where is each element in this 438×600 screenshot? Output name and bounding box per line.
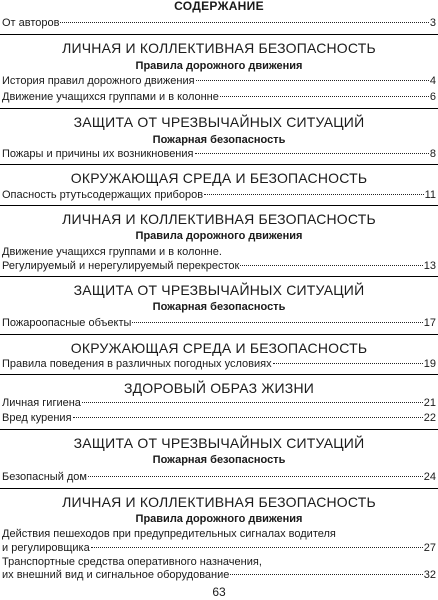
entry-page: 22	[423, 412, 436, 424]
dot-leader	[196, 80, 429, 81]
section-divider	[0, 488, 438, 489]
entry-title: Движение учащихся группами и в колонне	[2, 91, 219, 103]
section-heading: ЛИЧНАЯ И КОЛЛЕКТИВНАЯ БЕЗОПАСНОСТЬ	[62, 494, 376, 510]
section-heading: ЗАЩИТА ОТ ЧРЕЗВЫЧАЙНЫХ СИТУАЦИЙ	[73, 435, 365, 451]
entry-title: Вред курения	[2, 412, 72, 424]
entry-title-line: Движение учащихся группами и в колонне.	[2, 246, 222, 258]
section-heading: ОКРУЖАЮЩАЯ СРЕДА И БЕЗОПАСНОСТЬ	[70, 340, 368, 356]
subsection-heading: Пожарная безопасность	[152, 454, 286, 466]
section-heading: ЗАЩИТА ОТ ЧРЕЗВЫЧАЙНЫХ СИТУАЦИЙ	[73, 114, 365, 130]
toc-entry[interactable]	[2, 189, 436, 202]
page-number: 63	[212, 585, 226, 599]
section-divider	[0, 334, 438, 335]
entry-page: 6	[429, 91, 436, 103]
section-heading: ЛИЧНАЯ И КОЛЛЕКТИВНАЯ БЕЗОПАСНОСТЬ	[62, 211, 376, 227]
subsection-heading: Правила дорожного движения	[135, 60, 303, 72]
entry-page: 24	[423, 471, 436, 483]
entry-page: 3	[429, 17, 436, 29]
entry-page: 11	[424, 189, 436, 201]
section-divider	[0, 34, 438, 35]
entry-title: Опасность ртутьсодержащих приборов	[2, 189, 204, 201]
subsection-heading: Правила дорожного движения	[135, 513, 303, 525]
toc-entry[interactable]	[2, 569, 436, 582]
subsection-heading: Правила дорожного движения	[135, 230, 303, 242]
toc-entry[interactable]	[2, 358, 436, 371]
toc-entry[interactable]	[2, 75, 436, 88]
entry-title: их внешний вид и сигнальное оборудование	[2, 569, 230, 581]
dot-leader	[195, 153, 429, 154]
section-heading: ЗАЩИТА ОТ ЧРЕЗВЫЧАЙНЫХ СИТУАЦИЙ	[73, 282, 365, 298]
toc-entry[interactable]	[2, 542, 436, 555]
entry-title-line: Транспортные средства оперативного назначения,	[2, 556, 262, 568]
entry-title: Пожары и причины их возникновения	[2, 148, 194, 160]
dot-leader	[82, 402, 423, 403]
entry-title: История правил дорожного движения	[2, 75, 195, 87]
toc-entry[interactable]	[2, 260, 436, 273]
toc-entry[interactable]	[2, 397, 436, 410]
entry-page: 32	[423, 569, 436, 581]
dot-leader	[220, 96, 429, 97]
toc-entry[interactable]	[2, 17, 436, 30]
entry-title: Пожароопасные объекты	[2, 317, 132, 329]
entry-page: 19	[423, 358, 436, 370]
entry-title: От авторов	[2, 17, 60, 29]
dot-leader	[230, 574, 422, 575]
section-divider	[0, 429, 438, 430]
entry-title: и регулировщика	[2, 542, 90, 554]
entry-title-line: Действия пешеходов при предупредительных сигналах водителя	[2, 528, 336, 540]
dot-leader	[204, 194, 424, 195]
subsection-heading: Пожарная безопасность	[152, 134, 286, 146]
dot-leader	[73, 417, 423, 418]
entry-page: 8	[429, 148, 436, 160]
toc-entry[interactable]	[2, 148, 436, 161]
dot-leader	[91, 547, 423, 548]
dot-leader	[88, 476, 423, 477]
entry-page: 13	[423, 260, 436, 272]
entry-title: Личная гигиена	[2, 397, 81, 409]
entry-title: Безопасный дом	[2, 471, 87, 483]
section-heading: ЛИЧНАЯ И КОЛЛЕКТИВНАЯ БЕЗОПАСНОСТЬ	[62, 40, 376, 56]
section-divider	[0, 374, 438, 375]
entry-title: Правила поведения в различных погодных условиях	[2, 358, 272, 370]
entry-page: 21	[423, 397, 436, 409]
toc-entry[interactable]	[2, 412, 436, 425]
section-heading: ЗДОРОВЫЙ ОБРАЗ ЖИЗНИ	[123, 380, 315, 396]
toc-entry[interactable]	[2, 471, 436, 484]
page-title: СОДЕРЖАНИЕ	[174, 0, 264, 13]
section-divider	[0, 164, 438, 165]
section-divider	[0, 276, 438, 277]
toc-entry[interactable]	[2, 91, 436, 104]
section-divider	[0, 205, 438, 206]
section-divider	[0, 108, 438, 109]
subsection-heading: Пожарная безопасность	[152, 301, 286, 313]
dot-leader	[60, 22, 428, 23]
entry-page: 27	[423, 542, 436, 554]
entry-page: 17	[423, 317, 436, 329]
dot-leader	[132, 322, 422, 323]
toc-entry[interactable]	[2, 317, 436, 330]
section-heading: ОКРУЖАЮЩАЯ СРЕДА И БЕЗОПАСНОСТЬ	[70, 170, 368, 186]
dot-leader	[273, 363, 423, 364]
entry-page: 4	[429, 75, 436, 87]
dot-leader	[240, 265, 422, 266]
entry-title: Регулируемый и нерегулируемый перекресток	[2, 260, 240, 272]
